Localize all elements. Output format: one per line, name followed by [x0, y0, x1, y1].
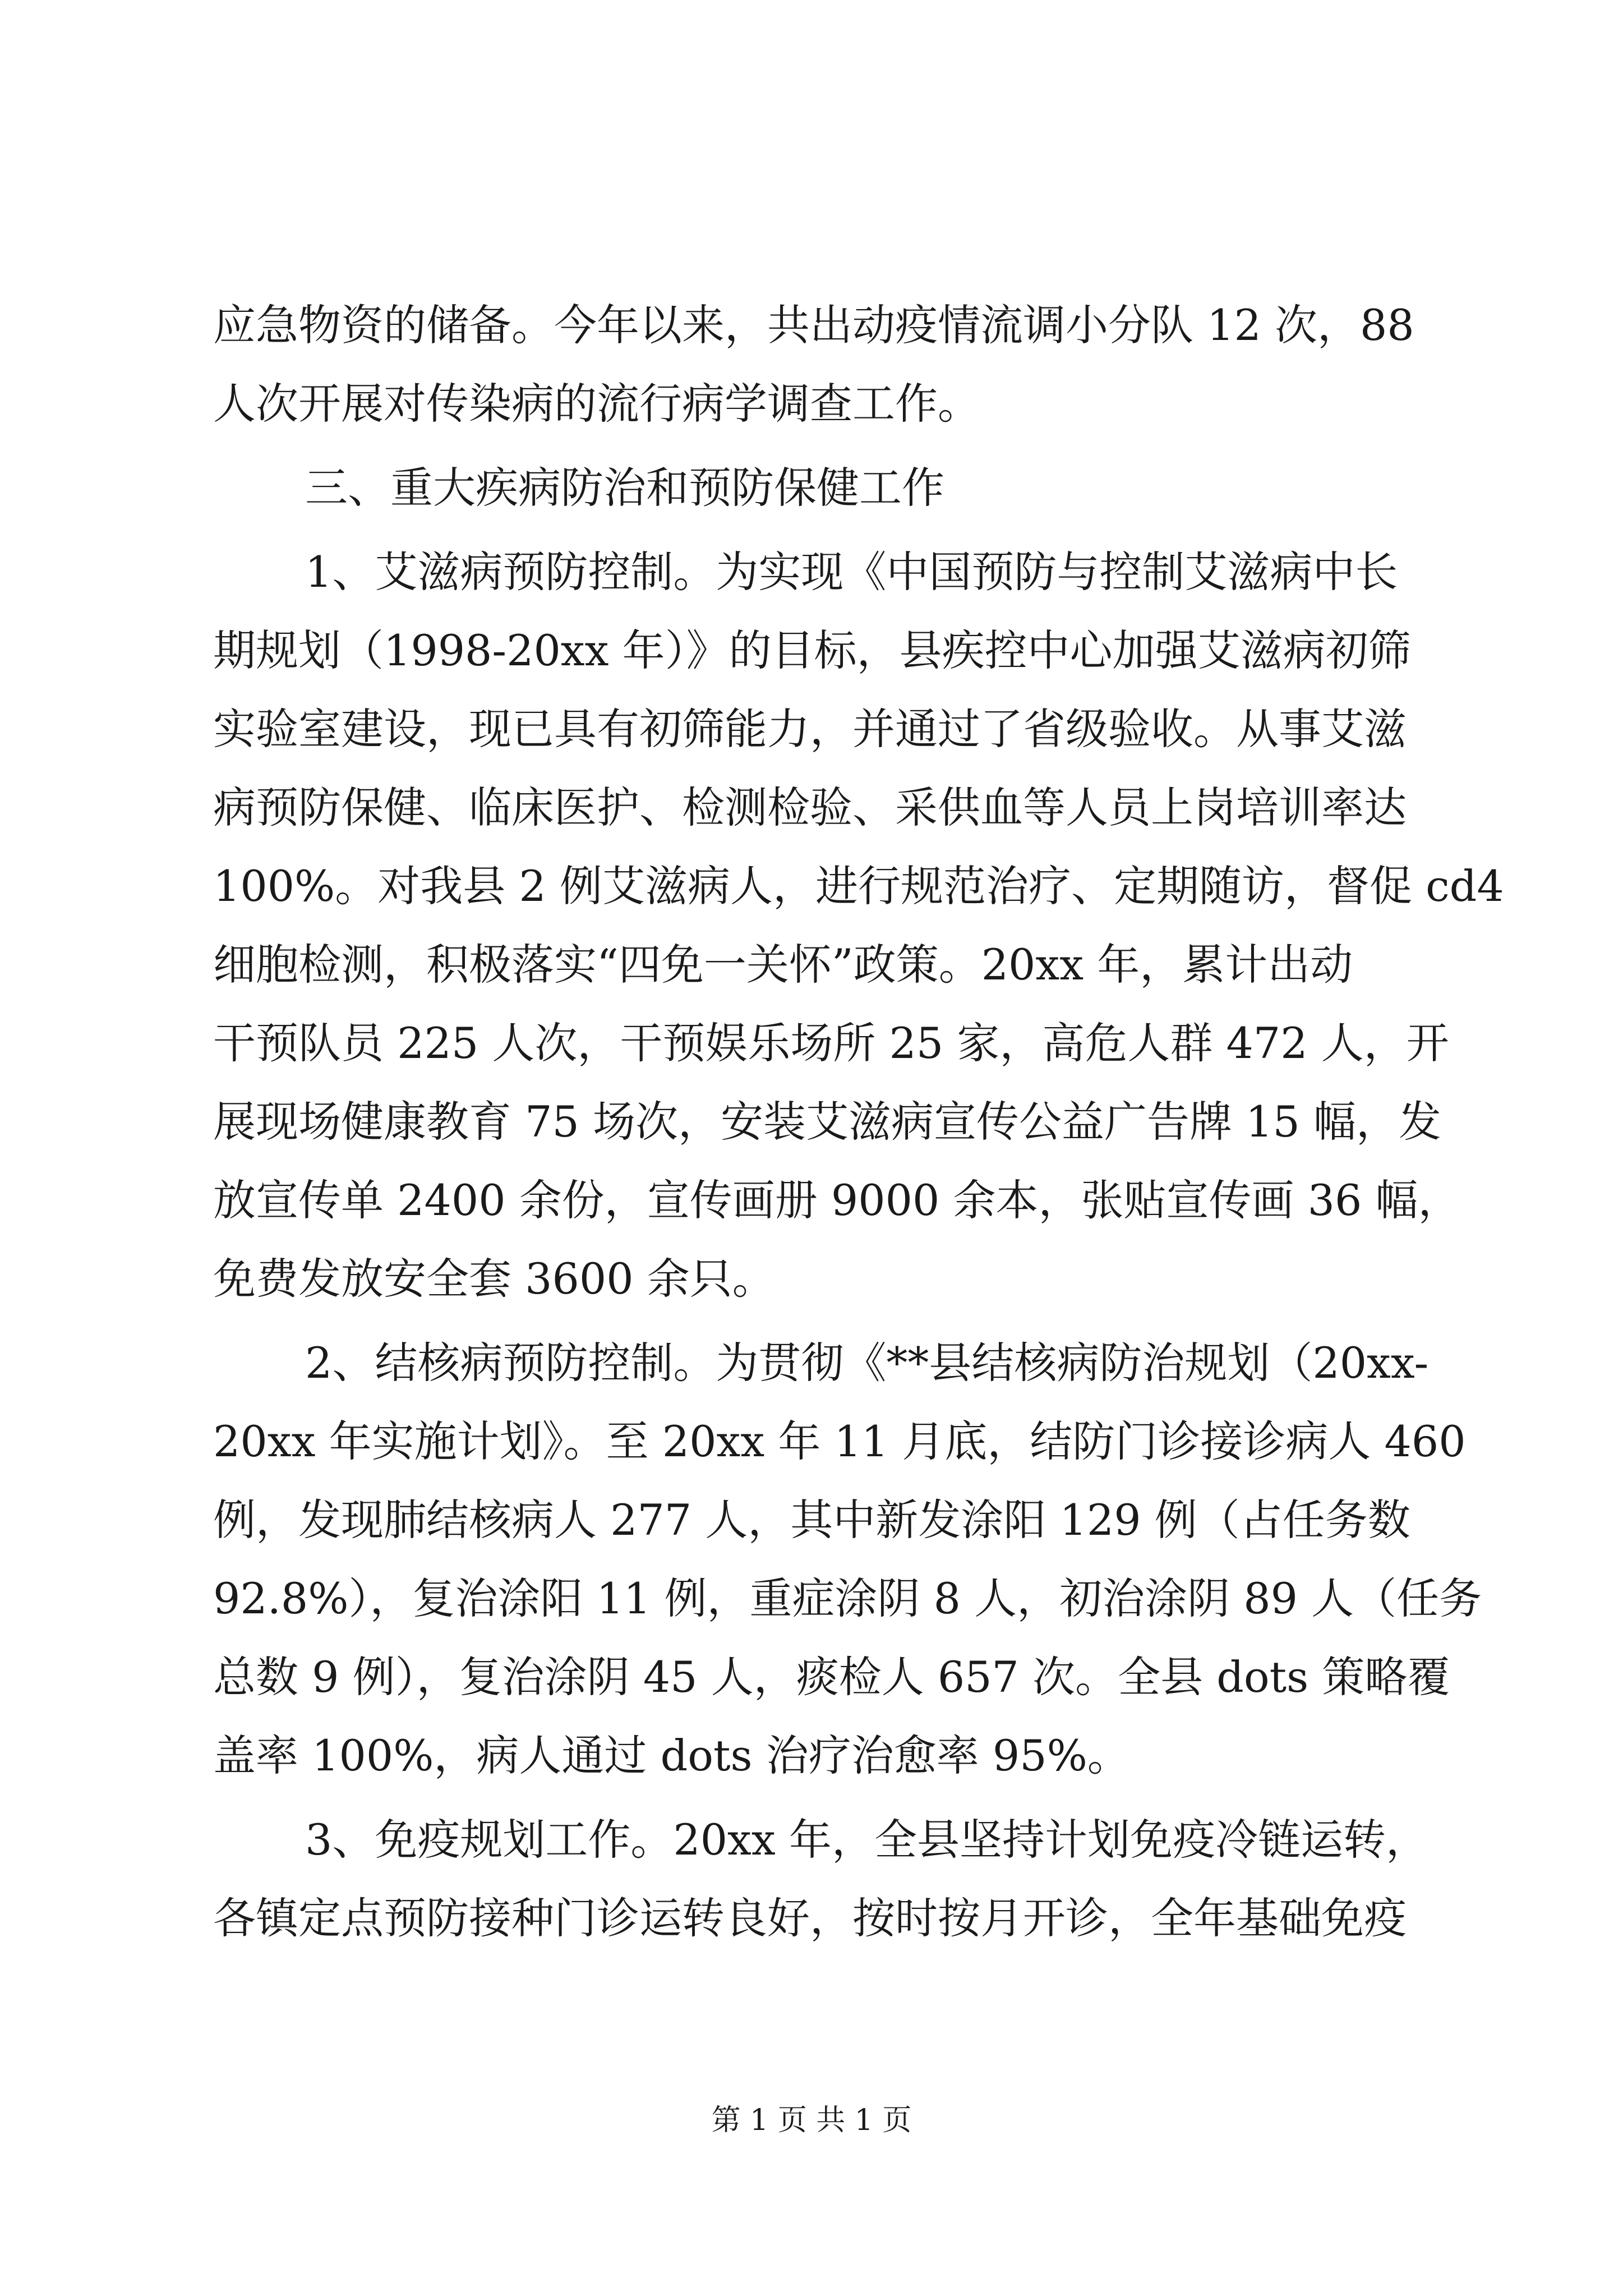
text-line: 应急物资的储备。今年以来，共出动疫情流调小分队 12 次，88 [213, 300, 1414, 350]
text-line: 期规划（1998-20xx 年）》的目标，县疾控中心加强艾滋病初筛 [213, 625, 1411, 675]
paragraph-start: 3、免疫规划工作。20xx 年，全县坚持计划免疫冷链运转， [305, 1815, 1428, 1865]
text-line: 放宣传单 2400 余份，宣传画册 9000 余本，张贴宣传画 36 幅， [213, 1175, 1461, 1225]
text-line: 各镇定点预防接种门诊运转良好，按时按月开诊，全年基础免疫 [213, 1893, 1407, 1943]
text-line: 20xx 年实施计划》。至 20xx 年 11 月底，结防门诊接诊病人 460 [213, 1416, 1466, 1466]
paragraph-start: 1、艾滋病预防控制。为实现《中国预防与控制艾滋病中长 [305, 547, 1398, 597]
text-line: 总数 9 例），复治涂阴 45 人，痰检人 657 次。全县 dots 策略覆 [213, 1652, 1450, 1702]
text-line: 展现场健康教育 75 场次，安装艾滋病宣传公益广告牌 15 幅，发 [213, 1097, 1442, 1147]
text-line: 100%。对我县 2 例艾滋病人，进行规范治疗、定期随访，督促 cd4 [213, 861, 1504, 911]
section-heading: 三、重大疾病防治和预防保健工作 [305, 463, 944, 513]
text-line: 盖率 100%，病人通过 dots 治疗治愈率 95%。 [213, 1731, 1130, 1780]
page-footer: 第 1 页 共 1 页 [711, 2104, 912, 2137]
text-line: 92.8%），复治涂阳 11 例，重症涂阴 8 人，初治涂阴 89 人（任务 [213, 1573, 1482, 1623]
paragraph-start: 2、结核病预防控制。为贯彻《**县结核病防治规划（20xx- [305, 1338, 1429, 1388]
text-line: 实验室建设，现已具有初筛能力，并通过了省级验收。从事艾滋 [213, 704, 1407, 754]
text-line: 病预防保健、临床医护、检测检验、采供血等人员上岗培训率达 [213, 783, 1407, 832]
text-line: 干预队员 225 人次，干预娱乐场所 25 家，高危人群 472 人，开 [213, 1018, 1449, 1068]
text-line: 免费发放安全套 3600 余只。 [213, 1254, 775, 1304]
text-line: 人次开展对传染病的流行病学调查工作。 [213, 379, 980, 429]
text-line: 例，发现肺结核病人 277 人，其中新发涂阳 129 例（占任务数 [213, 1495, 1410, 1545]
text-line: 细胞检测，积极落实“四免一关怀”政策。20xx 年，累计出动 [213, 940, 1353, 990]
